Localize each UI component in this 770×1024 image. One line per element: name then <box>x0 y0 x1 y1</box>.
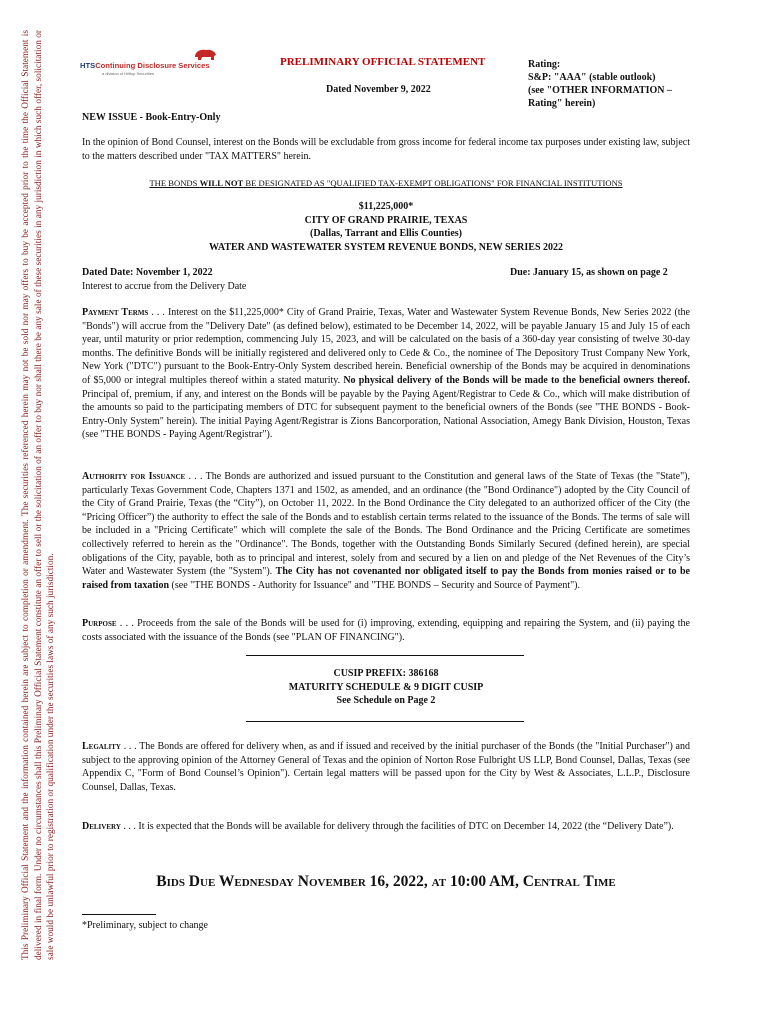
bison-icon <box>192 48 218 62</box>
bond-series-title: WATER AND WASTEWATER SYSTEM REVENUE BONDS, NEW SERIES 2022 <box>208 241 564 253</box>
issuer-counties: (Dallas, Tarrant and Ellis Counties) <box>310 228 462 239</box>
payment-terms-paragraph: Payment Terms . . . Interest on the $11,225,000* City of Grand Prairie, Texas, Water and Wastewater System Revenue Bonds, New Series 2022 (the "Bonds") will accrue from the "Delivery Date" (as defined below), estimated to be December 14, 2022, will be payable January 15 and July 15 of each year, until maturity or prior redemption, commencing July 15, 2023, and will be calculated on the basis of a 360-day year consisting of twelve 30-day months. The definitive Bonds will be initially registered and delivered only to Cede & Co., the nominee of The Depository Trust Company New York, New York ("DTC") pursuant to the Book-Entry-Only System described herein. Beneficial ownership of the Bonds may be acquired in denominations of $5,000 or integral multiples thereof within a stated maturity. No physical delivery of the Bonds will be made to the beneficial owners thereof. Principal of, premium, if any, and interest on the Bonds will be payable by the Paying Agent/Registrar to Cede & Co., which will make distribution of the amounts so paid to the participating members of DTC for subsequent payment to the beneficial owners of the Bonds (see "THE BONDS - Book-Entry-Only System" herein). The initial Paying Agent/Registrar is Zions Bancorporation, National Association, Amegy Bank Division, Houston, Texas (see "THE BONDS - Paying Agent/Registrar"). <box>82 307 690 441</box>
rating-line: Rating: <box>528 59 561 70</box>
cusip-prefix: CUSIP PREFIX: 386168 <box>333 668 439 679</box>
bids-due-heading: Bids Due Wednesday November 16, 2022, at 10:00 AM, Central Time <box>156 873 616 890</box>
purpose-paragraph: Purpose . . . Proceeds from the sale of the Bonds will be used for (i) improving, extending, equipping and repairing the System, and (ii) paying the costs associated with the issuance of the Bonds (see "PLAN OF FINANCING"). <box>82 618 690 643</box>
issue-title-block <box>82 200 690 254</box>
divider-bottom <box>246 721 524 722</box>
rating-block <box>528 58 672 110</box>
side-disclaimer: This Preliminary Official Statement and the information contained herein are subject to completion or amendment. The securities referenced herein may not be sold nor may offers to buy be accepted prior to the time the Official Statement is delivered in final form. Under no circumstances shall this Preliminary Official Statement constitute an offer to sell or the solicitation of an offer to buy nor shall there be any sale of these securities in any jurisdiction in which such offer, solicitation or sale would be unlawful prior to registration or qualification under the securities laws of any such jurisdiction. <box>21 30 57 960</box>
rating-line: S&P: "AAA" (stable outlook) <box>528 72 656 83</box>
new-issue-label: NEW ISSUE - Book-Entry-Only <box>82 112 221 123</box>
maturity-schedule-heading: MATURITY SCHEDULE & 9 DIGIT CUSIP <box>288 681 484 693</box>
issue-amount: $11,225,000* <box>358 201 414 212</box>
due-date: Due: January 15, as shown on page 2 <box>510 267 668 278</box>
statement-date: Dated November 9, 2022 <box>326 84 431 95</box>
footnote-rule <box>82 914 156 915</box>
dated-date: Dated Date: November 1, 2022 <box>82 267 213 278</box>
footnote: *Preliminary, subject to change <box>82 920 208 931</box>
rating-line: (see "OTHER INFORMATION – <box>528 85 672 96</box>
schedule-reference: See Schedule on Page 2 <box>336 695 436 707</box>
issuer-name: CITY OF GRAND PRAIRIE, TEXAS <box>304 214 468 226</box>
hts-logo <box>80 48 230 80</box>
cusip-block <box>82 667 690 708</box>
preliminary-title: PRELIMINARY OFFICIAL STATEMENT <box>280 56 486 68</box>
interest-accrual: Interest to accrue from the Delivery Date <box>82 281 247 292</box>
delivery-paragraph: Delivery . . . It is expected that the Bonds will be available for delivery through the facilities of DTC on December 14, 2022 (the “Delivery Date”). <box>82 821 674 832</box>
divider-top <box>246 655 524 656</box>
bond-counsel-opinion: In the opinion of Bond Counsel, interest on the Bonds will be excludable from gross income for federal income tax purposes under existing law, subject to the matters described under "TAX MATTERS" herein. <box>82 137 690 162</box>
legality-paragraph: Legality . . . The Bonds are offered for delivery when, as and if issued and received by the initial purchaser of the Bonds (the "Initial Purchaser") and subject to the approving opinion of the Attorney General of Texas and the opinion of Norton Rose Fulbright US LLP, Bond Counsel, Dallas, Texas (see Appendix C, "Form of Bond Counsel’s Opinion"). Certain legal matters will be passed upon for the City by West & Associates, L.L.P., Disclosure Counsel, Dallas, Texas. <box>82 741 690 793</box>
qualified-obligation-notice: THE BONDS WILL NOT BE DESIGNATED AS "QUALIFIED TAX-EXEMPT OBLIGATIONS" FOR FINANCIAL INSTITUTIONS <box>149 178 623 188</box>
logo-subtitle: a division of Hilltop Securities <box>102 71 155 76</box>
rating-line: Rating" herein) <box>528 98 596 109</box>
authority-paragraph: Authority for Issuance . . . The Bonds are authorized and issued pursuant to the Constitution and general laws of the State of Texas (the "State"), particularly Texas Government Code, Chapters 1371 and 1502, as amended, and an ordinance (the "Bond Ordinance") adopted by the City Council of the City of Grand Prairie, Texas (the “City”), on October 11, 2022. In the Bond Ordinance the City delegated to an authorized officer of the City (the “Pricing Officer”) the authority to effect the sale of the Bonds and to establish certain terms related to the issuance of the Bonds. The terms of sale will be included in a "Pricing Certificate" which will complete the sale of the Bonds. The Bond Ordinance and the Pricing Certificate are sometimes collectively referred to herein as the "Ordinance". The Bonds, together with the Outstanding Bonds Similarly Secured (defined herein), are special obligations of the City, payable, both as to principal and interest, solely from and secured by a lien on and pledge of the Net Revenues of the City’s Water and Wastewater System (the "System"). The City has not covenanted nor obligated itself to pay the Bonds from monies raised or to be raised from taxation (see "THE BONDS - Authority for Issuance" and "THE BONDS – Security and Source of Payment"). <box>82 471 691 591</box>
logo-text: HTSContinuing Disclosure Services <box>80 61 210 70</box>
